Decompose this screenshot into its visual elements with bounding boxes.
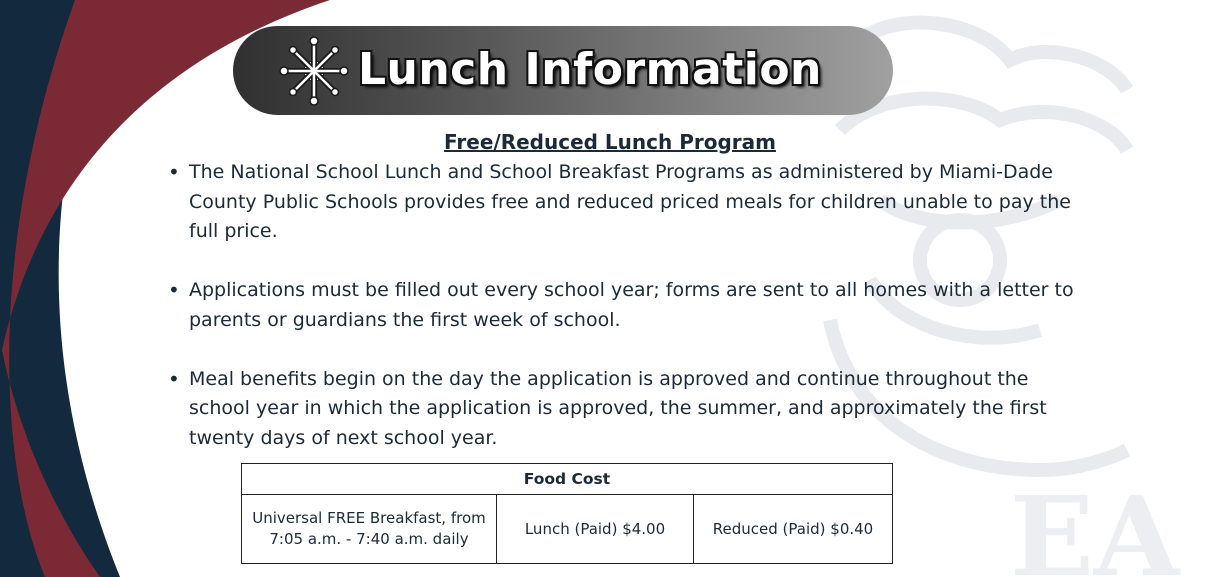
lunch-paid-cell: Lunch (Paid) $4.00	[497, 495, 694, 564]
table-title: Food Cost	[242, 464, 893, 495]
reduced-paid-cell: Reduced (Paid) $0.40	[694, 495, 893, 564]
info-list	[164, 158, 1094, 483]
table-row	[242, 495, 893, 564]
breakfast-cell: Universal FREE Breakfast, from 7:05 a.m. - 7:40 a.m. daily	[242, 495, 497, 564]
snowflake-ornament-icon	[279, 36, 349, 106]
section-title: Free/Reduced Lunch Program	[444, 130, 776, 154]
table-header-row	[242, 464, 893, 495]
list-item: • The National School Lunch and School Breakfast Programs as administered by Miami-Dade County Public Schools provides free and reduced priced meals for children unable to pay the full price.	[164, 158, 1094, 247]
list-item: • Applications must be filled out every school year; forms are sent to all homes with a letter to parents or guardians the first week of school.	[164, 276, 1094, 335]
watermark-letters	[1010, 472, 1181, 577]
list-item: • Meal benefits begin on the day the application is approved and continue throughout the school year in which the application is approved, the summer, and approximately the first twenty days of next school year.	[164, 365, 1094, 454]
svg-text:EA: EA	[1010, 472, 1180, 577]
header-banner	[233, 26, 893, 115]
page-title: Lunch Information	[358, 44, 822, 95]
food-cost-table	[241, 463, 893, 564]
